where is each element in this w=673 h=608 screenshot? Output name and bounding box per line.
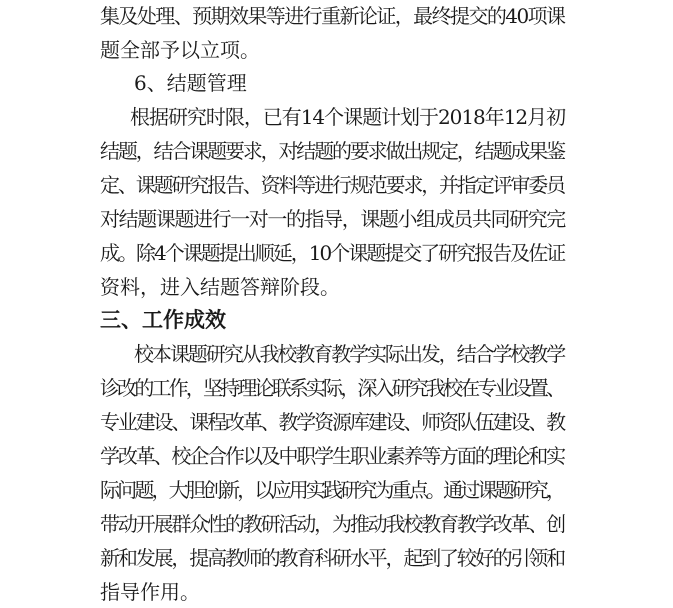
text-line: 结题，结合课题要求，对结题的要求做出规定，结题成果鉴 xyxy=(100,139,567,163)
text-line: 带动开展群众性的教研活动，为推动我校教育教学改革、创 xyxy=(100,512,567,536)
text-line: 新和发展，提高教师的教育科研水平，起到了较好的引领和 xyxy=(100,546,567,570)
text-line: 成。除4个课题提出顺延，10个课题提交了研究报告及佐证 xyxy=(100,241,567,265)
text-line: 定、课题研究报告、资料等进行规范要求，并指定评审委员 xyxy=(100,173,567,197)
text-line: 学改革、校企合作以及中职学生职业素养等方面的理论和实 xyxy=(100,444,567,468)
text-line: 诊改的工作，坚持理论联系实际，深入研究我校在专业设置、 xyxy=(100,376,567,400)
text-line: 集及处理、预期效果等进行重新论证，最终提交的40项课 xyxy=(100,4,567,28)
paragraph-first-line: 根据研究时限，已有14个课题计划于2018年12月初 xyxy=(130,105,567,129)
text-line: 专业建设、课程改革、教学资源库建设、师资队伍建设、教 xyxy=(100,410,567,434)
text-line: 际问题，大胆创新，以应用实践研究为重点。通过课题研究， xyxy=(100,478,567,502)
text-line: 对结题课题进行一对一的指导，课题小组成员共同研究完 xyxy=(100,207,567,231)
paragraph-first-line: 校本课题研究从我校教育教学实际出发，结合学校教学 xyxy=(134,342,567,366)
text-line: 资料，进入结题答辩阶段。 xyxy=(100,275,340,299)
text-line: 指导作用。 xyxy=(100,580,200,604)
subsection-heading: 6、结题管理 xyxy=(134,71,247,95)
text-line: 题全部予以立项。 xyxy=(100,38,260,62)
section-heading: 三、工作成效 xyxy=(100,308,226,332)
